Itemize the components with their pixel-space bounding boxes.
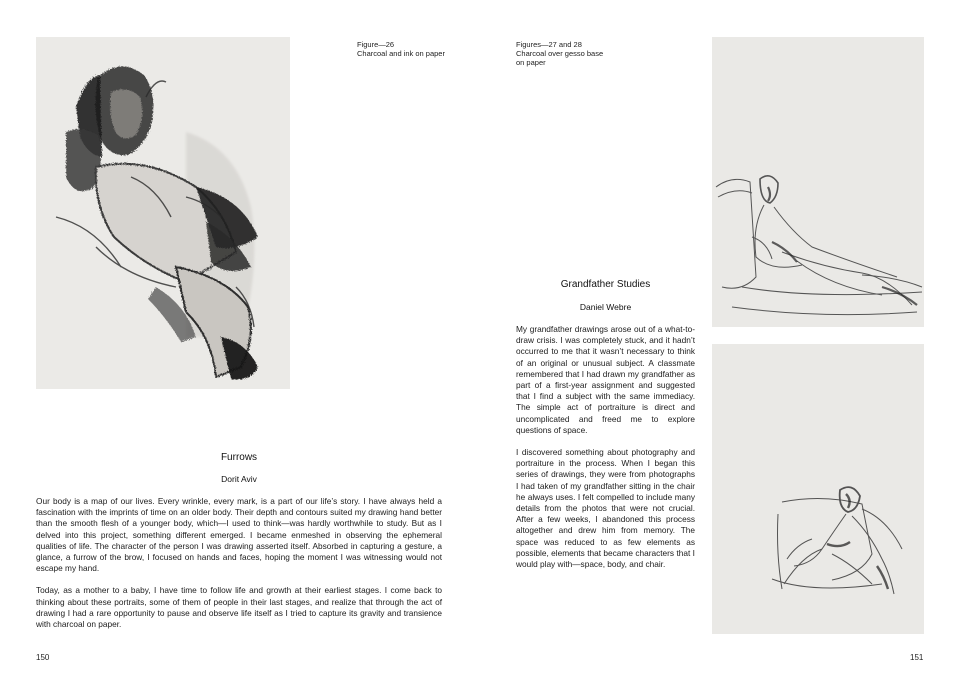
essay-author-daniel-webre: Daniel Webre — [579, 302, 632, 312]
essay-author-dorit-aviv: Dorit Aviv — [221, 474, 257, 484]
paragraph: My grandfather drawings arose out of a what-to-draw crisis. I was completely stuck, and it hadn’t occurred to me that it wasn’t necessary to think of an original or unusual subject. A classmate remembered that I had drawn my grandfather as part of a first-year assignment and suggested that I find a subject with the same immediacy. The simple act of portraiture is direct and uncomplicated and freed me to explore questions of space. — [516, 324, 695, 435]
page-number-right: 151 — [910, 653, 924, 662]
figure-26-label: Figure—26 — [357, 40, 395, 49]
figures-27-28-medium-line2: on paper — [516, 58, 546, 67]
figure-28-artwork — [712, 344, 924, 634]
charcoal-seated-grandfather — [712, 344, 924, 634]
page-number-left: 150 — [36, 653, 50, 662]
figure-26-artwork — [36, 37, 290, 389]
essay-title-furrows: Furrows — [220, 452, 258, 463]
charcoal-reclining-grandfather — [712, 37, 924, 327]
figure-26-caption — [357, 40, 477, 58]
charcoal-portrait-seated-man — [36, 37, 290, 389]
figure-27-artwork — [712, 37, 924, 327]
essay-body-furrows — [36, 496, 442, 630]
paragraph: I discovered something about photography and portraiture in the process. When I began this series of drawings, they were from photographs I had taken of my grandfather sitting in the chair he always uses. I felt compelled to include many details from the photos that were not crucial. After a few weeks, I abandoned this process altogether and drew him from memory. The space was reduced to as few elements as possible, elements that became characters that I would play with—space, body, and chair. — [516, 447, 695, 570]
figures-27-28-caption — [516, 40, 646, 67]
figure-26-medium: Charcoal and ink on paper — [357, 49, 445, 58]
paragraph: Today, as a mother to a baby, I have time to follow life and growth at their earliest stages. I come back to thinking about these portraits, some of them of people in their last stages, and realize that through the act of drawing I had a rare opportunity to pause and observe life itself as I tried to capture its gravity and transience with charcoal on paper. — [36, 585, 442, 630]
figures-27-28-label: Figures—27 and 28 — [516, 40, 582, 49]
essay-body-grandfather-studies — [516, 324, 695, 570]
paragraph: Our body is a map of our lives. Every wrinkle, every mark, is a part of our life’s story. I have always held a fascination with the imprints of time on an older body. Their depth and contours suited my drawing hand better than the smooth flesh of a younger body, which—I used to think—was hardly worthwhile to study. But as I delved into this project, something different emerged. I became enmeshed in observing the ephemeral qualities of life. The character of the person I was drawing asserted itself. Absorbed in capturing a gesture, a glance, a furrow of the brow, I focused on hands and faces, hoping the moment I was witnessing would not escape my hand. — [36, 496, 442, 574]
figures-27-28-medium-line1: Charcoal over gesso base — [516, 49, 604, 58]
essay-title-grandfather-studies: Grandfather Studies — [560, 279, 651, 290]
